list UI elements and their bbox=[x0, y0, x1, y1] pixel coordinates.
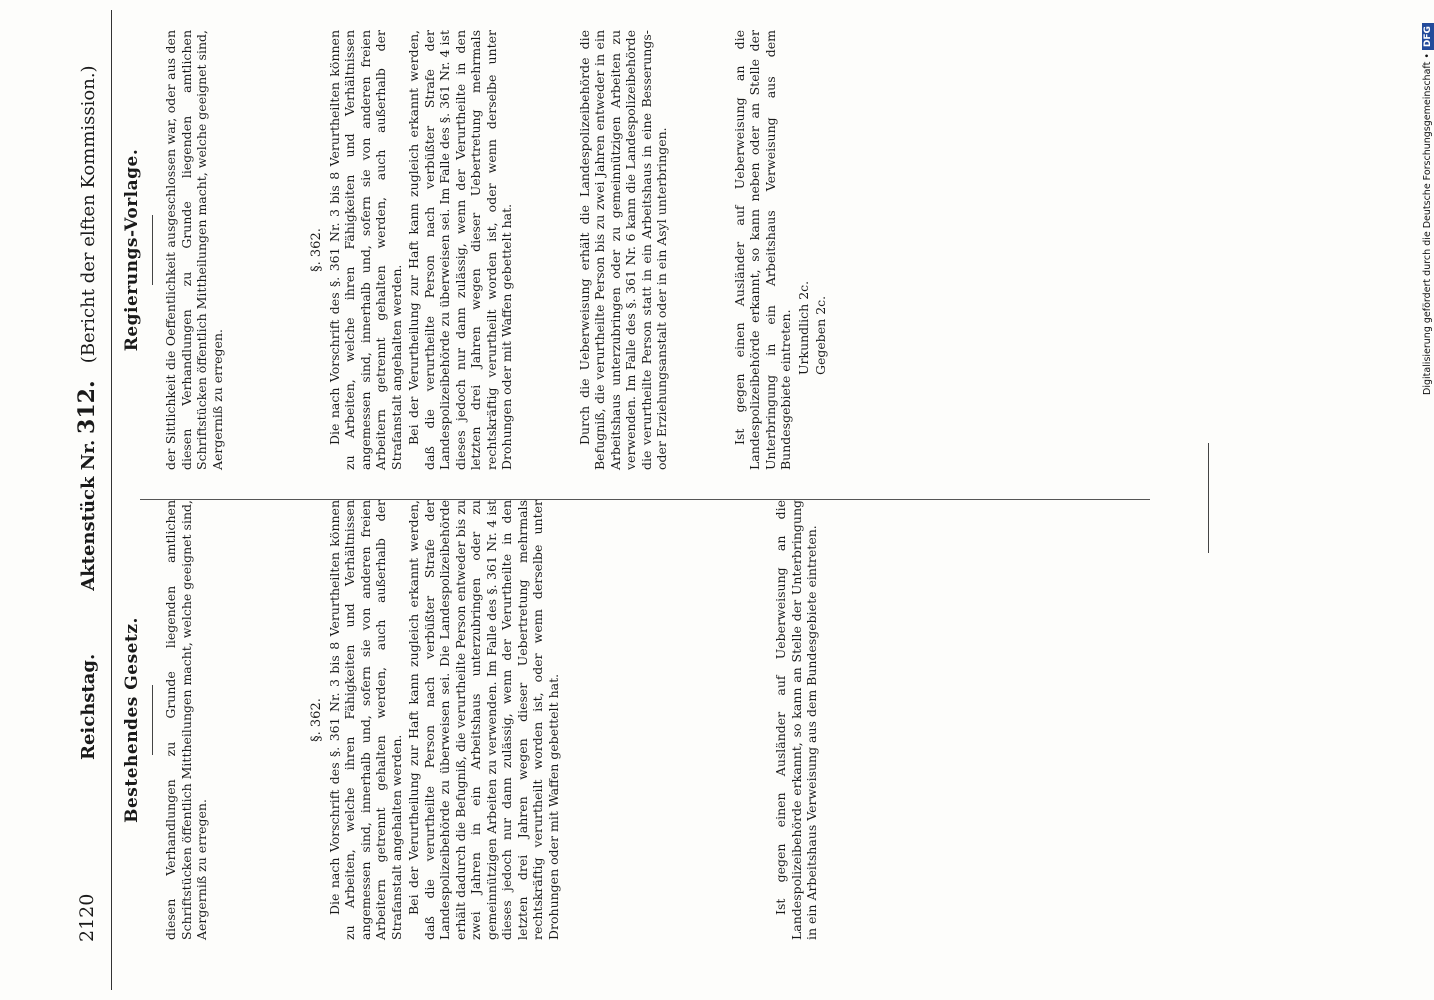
heading-rule bbox=[152, 215, 153, 285]
header-doc-number: 312. bbox=[74, 380, 100, 434]
credit-text-rotated bbox=[1420, 10, 1434, 395]
heading-rule bbox=[152, 685, 153, 755]
closing-gegeben: Gegeben 2c. bbox=[813, 295, 828, 375]
closing-urkundlich: Urkundlich 2c. bbox=[795, 280, 811, 375]
right-spacer-2 bbox=[672, 30, 732, 470]
right-spacer-1 bbox=[517, 30, 577, 470]
header-suffix: (Bericht der elften Kommission.) bbox=[78, 65, 99, 364]
page-header bbox=[70, 20, 110, 960]
header-reichstag: Reichstag. bbox=[78, 653, 99, 760]
running-title bbox=[70, 65, 106, 760]
right-intro-text: der Sittlichkeit die Oeffentlichkeit ausgeschlossen war, oder aus den diesen Verhandlungen zu Grunde liegenden amtlichen Schriftstücken öffentlich Mittheilungen macht, welche geeignet sind, Aergerniß zu erregen. bbox=[163, 30, 225, 470]
left-paragraph-1: Die nach Vorschrift des §. 361 Nr. 3 bis 8 Verurtheilten können zu Arbeiten, welche ihren Fähigkeiten und Verhältnissen angemessen sind, innerhalb und, sofern sie von anderen freien Arbeitern getrennt gehalten werden, auch außerhalb der Strafanstalt angehalten werden. bbox=[326, 500, 404, 940]
right-paragraph-2: Bei der Verurtheilung zur Haft kann zugleich erkannt werden, daß die verurtheilte Person nach verbüßter Strafe der Landespolizeibehörde zu überweisen sei. Im Falle des §. 361 Nr. 4 ist dieses jedoch nur dann zulässig, wenn der Verurtheilte in den letzten drei Jahren wegen dieser Uebertretung mehrmals rechtskräftig verurtheilt worden ist, oder wenn derselbe unter Drohungen oder mit Waffen gebettelt hat. bbox=[406, 30, 514, 470]
digitization-credit bbox=[1420, 10, 1434, 395]
left-section-number: §. 362. bbox=[309, 698, 324, 742]
right-column bbox=[118, 30, 831, 470]
credit-text: Digitalisierung gefördert durch die Deutsche Forschungsgemeinschaft • bbox=[1422, 53, 1433, 395]
left-spacer bbox=[563, 500, 773, 940]
right-column-heading: Regierungs-Vorlage. bbox=[122, 148, 142, 352]
header-doc-label: Aktenstück Nr. bbox=[78, 439, 99, 591]
right-paragraph-3: Durch die Ueberweisung erhält die Landespolizeibehörde die Befugniß, die verurtheilte Person bis zu zwei Jahren entweder in ein Arbeitshaus unterzubringen oder zu gemeinnützigen Arbeiten zu verwenden. Im Falle des §. 361 Nr. 6 kann die Landespolizeibehörde die verurtheilte Person statt in ein Arbeitshaus in eine Besserungs- oder Erziehungsanstalt oder in ein Asyl unterbringen. bbox=[576, 30, 669, 470]
header-rule bbox=[111, 10, 112, 990]
right-section-number: §. 362. bbox=[309, 228, 324, 272]
right-paragraph-4: Ist gegen einen Ausländer auf Ueberweisung an die Landespolizeibehörde erkannt, so kann neben oder an Stelle der Unterbringung in ein Arbeitshaus Verweisung aus dem Bundesgebiete eintreten. bbox=[731, 30, 793, 470]
left-paragraph-2: Bei der Verurtheilung zur Haft kann zugleich erkannt werden, daß die verurtheilte Person nach verbüßter Strafe der Landespolizeibehörde zu überweisen sei. Die Landespolizeibehörde erhält dadurch die Befugniß, die verurtheilte Person entweder bis zu zwei Jahren in ein Arbeitshaus unterzubringen oder zu gemeinnützigen Arbeiten zu verwenden. Im Falle des §. 361 Nr. 4 ist dieses jedoch nur dann zulässig, wenn der Verurtheilte in den letzten drei Jahren wegen dieser Uebertretung mehrmals rechtskräftig verurtheilt worden ist, oder wenn derselbe unter Drohungen oder mit Waffen gebettelt hat. bbox=[406, 500, 561, 940]
separator-rule bbox=[1208, 443, 1209, 553]
left-paragraph-3: Ist gegen einen Ausländer auf Ueberweisung an die Landespolizeibehörde erkannt, so kann an Stelle der Unterbringung in ein Arbeitshaus Verweisung aus dem Bundesgebiete eintreten. bbox=[773, 500, 819, 940]
page-number: 2120 bbox=[76, 893, 98, 942]
right-paragraph-1: Die nach Vorschrift des §. 361 Nr. 3 bis 8 Verurtheilten können zu Arbeiten, welche ihren Fähigkeiten und Verhältnissen angemessen sind, innerhalb und, sofern sie von anderen freien Arbeitern getrennt gehalten werden, auch außerhalb der Strafanstalt angehalten werden. bbox=[326, 30, 404, 470]
left-intro-text: diesen Verhandlungen zu Grunde liegenden amtlichen Schriftstücken öffentlich Mittheilungen macht, welche geeignet sind, Aergerniß zu erregen. bbox=[163, 500, 209, 940]
left-column bbox=[118, 500, 822, 940]
left-column-heading: Bestehendes Gesetz. bbox=[122, 617, 142, 823]
dfg-logo: DFG bbox=[1422, 23, 1434, 50]
